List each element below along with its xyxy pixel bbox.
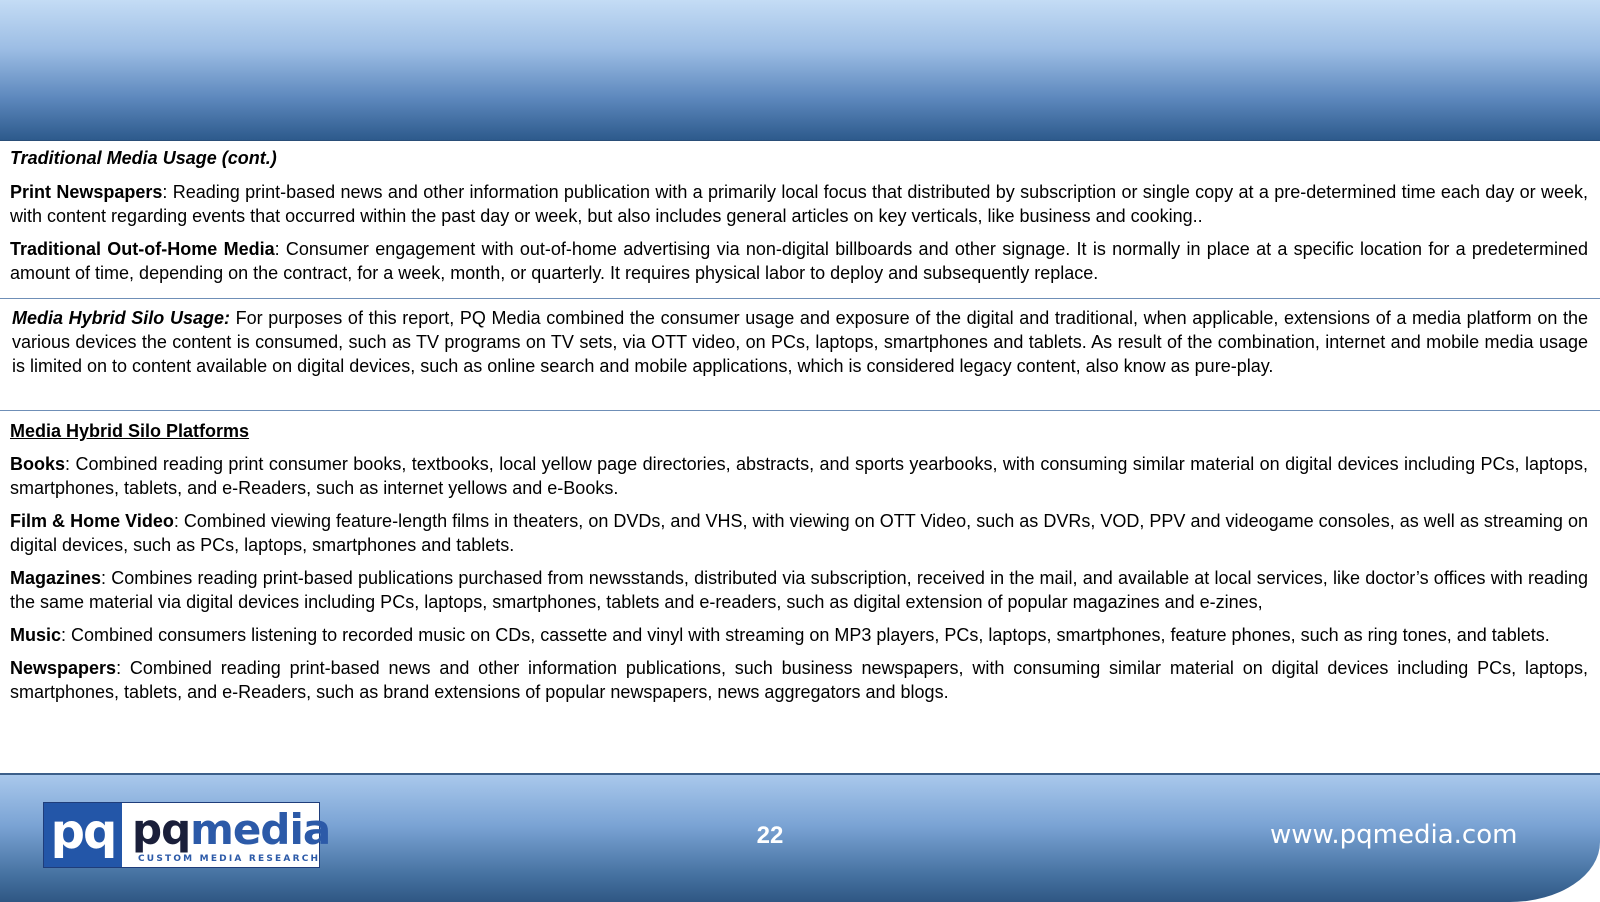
definition-music (10, 623, 1588, 647)
silo-usage-paragraph (12, 306, 1588, 378)
page-number: 22 (756, 822, 784, 849)
website-url: www.pqmedia.com (1270, 820, 1518, 850)
logo-wordmark (132, 803, 330, 857)
logo-mark: pq (44, 803, 122, 867)
term: Music (10, 625, 62, 645)
term: Newspapers (10, 658, 117, 678)
header-band (0, 0, 1600, 141)
definition-print-newspapers (10, 180, 1588, 228)
definition-books (10, 452, 1588, 500)
term: Traditional Out-of-Home Media (10, 239, 275, 259)
logo-word-media: media (190, 805, 331, 854)
divider-bottom (0, 410, 1600, 411)
term: Magazines (10, 568, 102, 588)
term: Print Newspapers (10, 182, 163, 202)
definition-text: : Combined viewing feature-length films in theaters, on DVDs, and VHS, with viewing on OTT Video, such as DVRs, VOD, PPV and videogame consoles, as well as streaming on digital devices, such as PCs, laptops, smartphones and tablets. (10, 511, 1588, 555)
term: Film & Home Video (10, 511, 174, 531)
definition-newspapers (10, 656, 1588, 704)
definition-text: : Combined reading print consumer books, textbooks, local yellow page directories, abstracts, and sports yearbooks, with consuming similar material on digital devices including PCs, laptops, smartphones, tablets, and e-Readers, such as internet yellows and e-Books. (10, 454, 1588, 498)
silo-usage-term: Media Hybrid Silo Usage: (12, 308, 230, 328)
definition-magazines (10, 566, 1588, 614)
traditional-section (10, 146, 1588, 294)
platforms-title: Media Hybrid Silo Platforms (10, 421, 250, 441)
definition-traditional-ooh (10, 237, 1588, 285)
silo-usage-definition: For purposes of this report, PQ Media combined the consumer usage and exposure of the digital and traditional, when applicable, extensions of a media platform on the various devices the content is consumed, such as TV programs on TV sets, via OTT video, on PCs, laptops, smartphones and tablets. As result of the combination, internet and mobile media usage is limited on to content available on digital devices, such as online search and mobile applications, which is considered legacy content, also know as pure-play. (12, 308, 1589, 376)
definition-text: : Reading print-based news and other information publication with a primarily local focus that distributed by subscription or single copy at a pre-determined time each day or week, with content regarding events that occurred within the past day or week, but also includes general articles on key verticals, like business and cooking.. (10, 182, 1588, 226)
divider-top (0, 298, 1600, 299)
logo-tagline: CUSTOM MEDIA RESEARCH (138, 854, 321, 864)
term: Books (10, 454, 66, 474)
pqmedia-logo (43, 802, 331, 868)
logo-word-pq: pq (132, 805, 191, 854)
definition-text: : Combines reading print-based publications purchased from newsstands, distributed via subscription, received in the mail, and available at local services, like doctor’s offices with reading the same material via digital devices including PCs, laptops, smartphones, tablets and e-readers, such as digital extension of popular magazines and e-zines, (10, 568, 1588, 612)
definition-text: : Combined consumers listening to recorded music on CDs, cassette and vinyl with streaming on MP3 players, PCs, laptops, smartphones, feature phones, such as ring tones, and tablets. (61, 625, 1550, 645)
platforms-section (10, 419, 1588, 713)
definition-film-home-video (10, 509, 1588, 557)
section-title: Traditional Media Usage (cont.) (10, 148, 277, 168)
definition-text: : Combined reading print-based news and other information publications, such business newspapers, with consuming similar material on digital devices including PCs, laptops, smartphones, tablets, and e-Readers, such as brand extensions of popular newspapers, news aggregators and blogs. (10, 658, 1588, 702)
definition-text: : Consumer engagement with out-of-home advertising via non-digital billboards and other signage. It is normally in place at a specific location for a predetermined amount of time, depending on the contract, for a week, month, or quarterly. It requires physical labor to deploy and subsequently replace. (10, 239, 1588, 283)
